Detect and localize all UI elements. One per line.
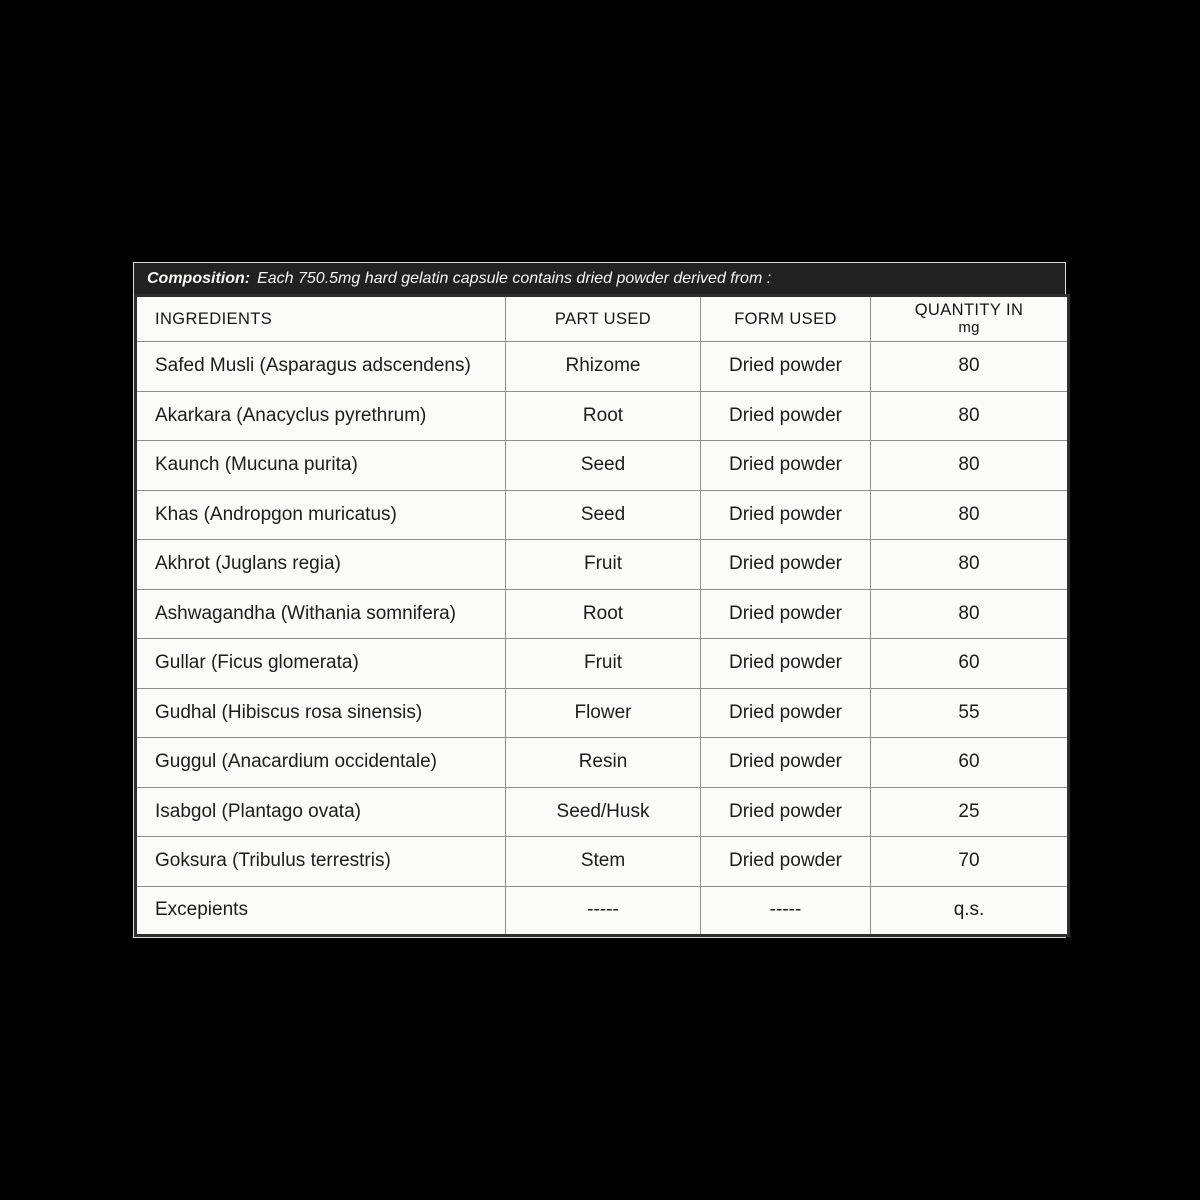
cell-form-used: Dried powder — [701, 738, 871, 788]
cell-quantity: 80 — [871, 589, 1069, 639]
cell-form-used: Dried powder — [701, 589, 871, 639]
cell-part-used: Seed/Husk — [506, 787, 701, 837]
table-row — [136, 886, 1069, 936]
table-header-row — [136, 296, 1069, 342]
col-header-quantity — [871, 296, 1069, 342]
col-header-form-used: FORM USED — [701, 296, 871, 342]
table-row — [136, 688, 1069, 738]
cell-ingredient: Akarkara (Anacyclus pyrethrum) — [136, 391, 506, 441]
cell-quantity: 80 — [871, 540, 1069, 590]
cell-part-used: Fruit — [506, 639, 701, 689]
table-row — [136, 342, 1069, 392]
cell-ingredient: Ashwagandha (Withania somnifera) — [136, 589, 506, 639]
cell-quantity: 80 — [871, 342, 1069, 392]
cell-part-used: Stem — [506, 837, 701, 887]
cell-quantity: 60 — [871, 738, 1069, 788]
cell-form-used: Dried powder — [701, 540, 871, 590]
cell-part-used: Resin — [506, 738, 701, 788]
cell-form-used: Dried powder — [701, 490, 871, 540]
cell-ingredient: Akhrot (Juglans regia) — [136, 540, 506, 590]
cell-form-used: Dried powder — [701, 441, 871, 491]
col-header-quantity-line: QUANTITY IN — [914, 300, 1024, 319]
table-row — [136, 540, 1069, 590]
cell-form-used: ----- — [701, 886, 871, 936]
cell-form-used: Dried powder — [701, 342, 871, 392]
col-header-quantity-unit: mg — [958, 319, 980, 337]
cell-part-used: Root — [506, 589, 701, 639]
cell-quantity: 80 — [871, 441, 1069, 491]
cell-quantity: 55 — [871, 688, 1069, 738]
cell-form-used: Dried powder — [701, 688, 871, 738]
table-row — [136, 738, 1069, 788]
composition-text: Each 750.5mg hard gelatin capsule contains dried powder derived from : — [257, 270, 772, 287]
cell-ingredient: Safed Musli (Asparagus adscendens) — [136, 342, 506, 392]
col-header-part-used: PART USED — [506, 296, 701, 342]
cell-quantity: q.s. — [871, 886, 1069, 936]
cell-part-used: ----- — [506, 886, 701, 936]
table-row — [136, 391, 1069, 441]
cell-form-used: Dried powder — [701, 391, 871, 441]
cell-part-used: Seed — [506, 490, 701, 540]
cell-ingredient: Isabgol (Plantago ovata) — [136, 787, 506, 837]
table-row — [136, 639, 1069, 689]
cell-form-used: Dried powder — [701, 837, 871, 887]
cell-ingredient: Gudhal (Hibiscus rosa sinensis) — [136, 688, 506, 738]
table-row — [136, 589, 1069, 639]
composition-header-bar — [134, 263, 1065, 294]
cell-quantity: 70 — [871, 837, 1069, 887]
cell-part-used: Root — [506, 391, 701, 441]
cell-quantity: 60 — [871, 639, 1069, 689]
table-row — [136, 441, 1069, 491]
table-row — [136, 787, 1069, 837]
col-header-ingredients: INGREDIENTS — [136, 296, 506, 342]
cell-quantity: 80 — [871, 490, 1069, 540]
cell-form-used: Dried powder — [701, 787, 871, 837]
cell-ingredient: Excepients — [136, 886, 506, 936]
cell-part-used: Fruit — [506, 540, 701, 590]
table-row — [136, 837, 1069, 887]
table-row — [136, 490, 1069, 540]
cell-ingredient: Gullar (Ficus glomerata) — [136, 639, 506, 689]
cell-quantity: 80 — [871, 391, 1069, 441]
cell-ingredient: Goksura (Tribulus terrestris) — [136, 837, 506, 887]
cell-ingredient: Khas (Andropgon muricatus) — [136, 490, 506, 540]
composition-label: Composition: — [147, 270, 251, 287]
composition-panel — [133, 262, 1066, 938]
cell-form-used: Dried powder — [701, 639, 871, 689]
cell-ingredient: Guggul (Anacardium occidentale) — [136, 738, 506, 788]
cell-part-used: Seed — [506, 441, 701, 491]
composition-table — [134, 294, 1070, 937]
cell-quantity: 25 — [871, 787, 1069, 837]
cell-part-used: Rhizome — [506, 342, 701, 392]
cell-ingredient: Kaunch (Mucuna purita) — [136, 441, 506, 491]
cell-part-used: Flower — [506, 688, 701, 738]
